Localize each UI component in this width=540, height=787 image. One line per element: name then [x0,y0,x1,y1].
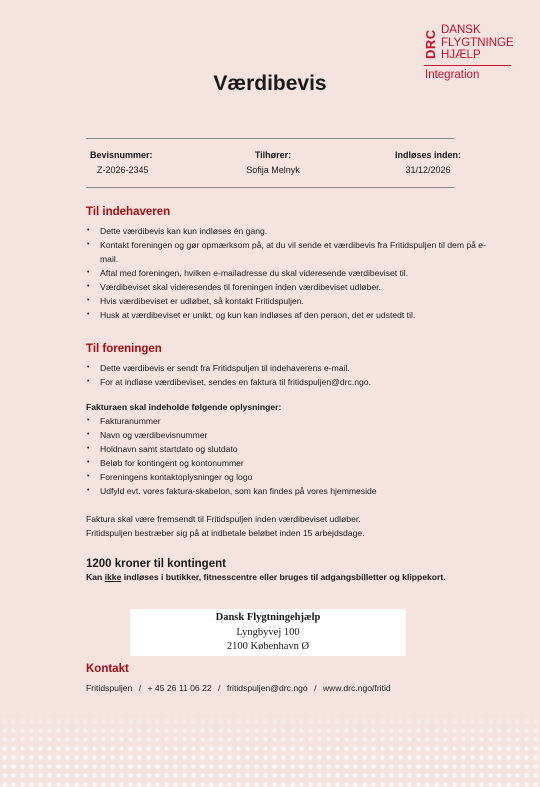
owner-value: Sofija Melnyk [246,165,300,175]
voucher-number-label: Bevisnummer: [90,150,153,160]
owner-label: Tilhører: [254,150,292,160]
list-item: • For at indløse værdibeviset, sendes en faktura til fritidspuljen@drc.ngo. [86,375,486,389]
usage-restriction [86,572,496,582]
logo-line-1: DANSK [441,24,481,36]
association-list [86,361,486,389]
redeem-by-value: 31/12/2026 [405,165,451,175]
meta-top-divider [86,138,454,139]
address-city: 2100 København Ø [226,641,310,652]
amount-section [86,558,496,582]
list-item: • Foreningens kontaktoplysninger og logo [86,470,486,484]
list-item: • Hvis værdibeviset er udløbet, så kontakt Fritidspuljen. [86,294,486,308]
logo-line-3: HJÆLP [441,49,481,61]
redeem-by-label: Indløses inden: [394,150,461,160]
contact-website[interactable]: www.drc.ngo/fritid [322,683,391,693]
page-title: Værdibevis [213,72,327,95]
list-item: • Fakturanummer [86,414,486,428]
contact-name: Fritidspuljen [86,683,133,693]
list-item: • Dette værdibevis er sendt fra Fritidspuljen til indehaverens e-mail. [86,361,486,375]
voucher-number-value: Z-2026-2345 [97,165,149,175]
amount-heading: 1200 kroner til kontingent [86,558,226,570]
list-item: • Beløb for kontingent og kontonummer [86,456,486,470]
voucher-number-block [86,150,160,175]
list-item: • Aftal med foreningen, hvilken e-mailadresse du skal videresende værdibeviset til. [86,266,486,280]
list-item: • Dette værdibevis kan kun indløses én gang. [86,224,486,238]
payment-time-note: Fritidspuljen bestræber sig på at indbetale beløbet inden 15 arbejdsdage. [86,528,365,538]
address-street: Lyngbyvej 100 [236,626,300,638]
meta-bottom-divider [86,187,454,188]
association-section [86,343,486,540]
separator: / [218,683,221,693]
owner-block [220,150,326,175]
list-item: • Kontakt foreningen og gør opmærksom på, at du vil sende et værdibevis fra Fritidspuljen til dem på e-mail. [86,238,486,266]
logo-mark: DRC [423,29,438,59]
list-item: • Navn og værdibevisnummer [86,428,486,442]
logo-wordmark [441,24,514,62]
invoice-requirements-heading: Fakturaen skal indeholde følgende oplysninger: [86,402,282,412]
association-heading: Til foreningen [86,343,162,355]
restriction-pre: Kan [86,572,105,582]
contact-heading: Kontakt [86,663,129,675]
restriction-post: indløses i butikker, fitnesscentre eller bruges til adgangsbilletter og klippekort. [121,572,446,582]
logo-line-2: FLYGTNINGE [441,36,514,49]
address-box [130,609,406,656]
separator: / [138,683,142,693]
redeem-by-block [385,150,471,175]
list-item: • Udfyld evt. vores faktura-skabelon, som kan findes på vores hjemmeside [86,484,486,498]
separator: / [314,683,317,693]
contact-line [86,683,486,693]
decorative-dot-pattern [0,708,540,787]
holder-list [86,224,486,322]
holder-heading: Til indehaveren [86,206,171,218]
logo-subtitle: Integration [425,69,480,81]
contact-email[interactable]: fritidspuljen@drc.ngo [226,683,308,693]
address-name: Dansk Flygtningehjælp [215,612,321,623]
list-item: • Husk at værdibeviset er unikt, og kun kan indløses af den person, det er udstedt til. [86,308,486,322]
invoice-deadline-note: Faktura skal være fremsendt til Fritidspuljen inden værdibeviset udløber. [86,514,361,524]
list-item: • Værdibeviset skal videresendes til foreningen inden værdibeviset udløber. [86,280,486,294]
logo-divider [424,65,511,66]
list-item: • Holdnavn samt startdato og slutdato [86,442,486,456]
contact-phone[interactable]: + 45 26 11 06 22 [147,683,212,693]
restriction-emphasis: ikke [104,572,122,582]
invoice-requirements-list [86,414,486,498]
contact-section [86,663,486,693]
holder-section [86,206,486,322]
